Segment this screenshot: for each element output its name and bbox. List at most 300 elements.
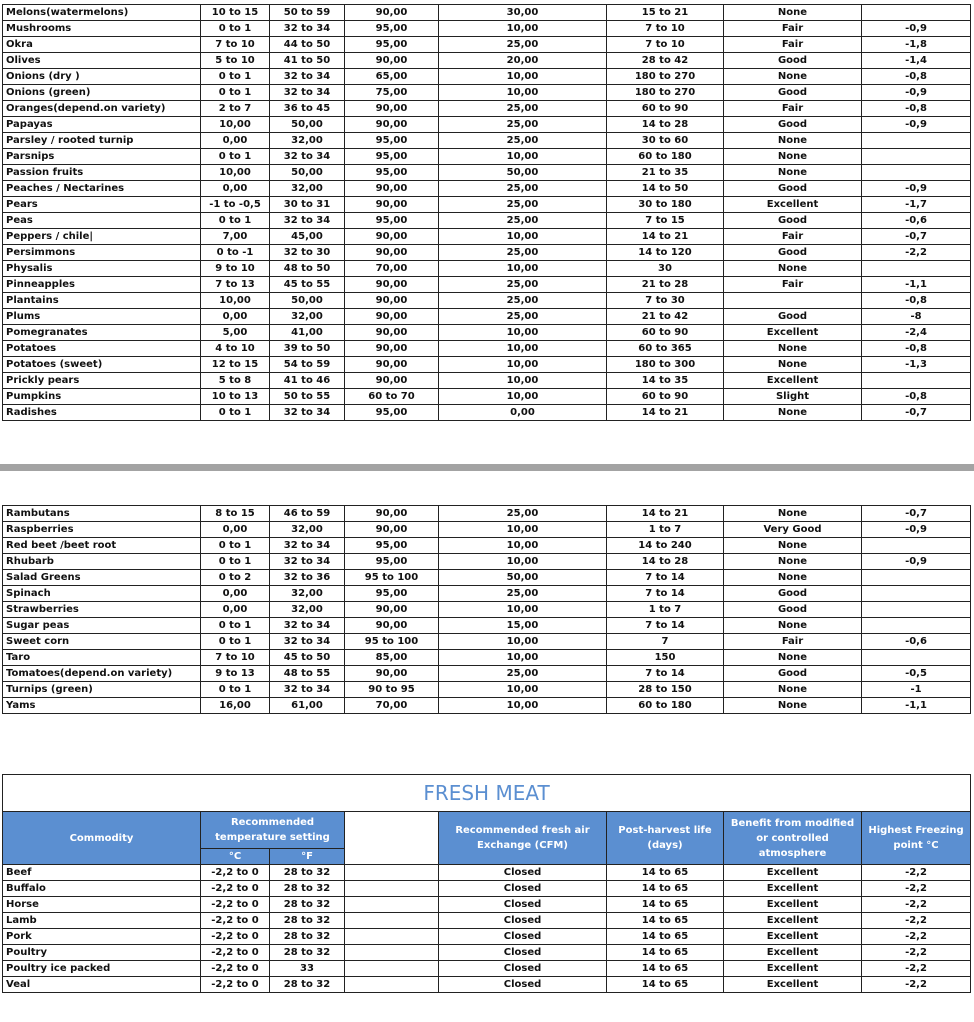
value-cell: 5,00 — [201, 325, 270, 341]
value-cell: 0 to -1 — [201, 245, 270, 261]
table-row — [3, 405, 971, 421]
table-row — [3, 634, 971, 650]
table-row — [3, 881, 971, 897]
table-row — [3, 261, 971, 277]
value-cell: Excellent — [724, 929, 862, 945]
value-cell: 25,00 — [439, 666, 607, 682]
value-cell: 7 to 10 — [607, 37, 724, 53]
value-cell: None — [724, 538, 862, 554]
value-cell — [862, 373, 971, 389]
value-cell: Excellent — [724, 865, 862, 881]
value-cell — [862, 538, 971, 554]
value-cell: None — [724, 554, 862, 570]
commodity-cell: Plums — [3, 309, 201, 325]
value-cell: 45 to 55 — [270, 277, 345, 293]
commodity-cell: Parsley / rooted turnip — [3, 133, 201, 149]
value-cell: 14 to 28 — [607, 117, 724, 133]
value-cell: -0,9 — [862, 117, 971, 133]
value-cell: 14 to 65 — [607, 897, 724, 913]
value-cell: 0 to 1 — [201, 213, 270, 229]
value-cell: 28 to 150 — [607, 682, 724, 698]
commodity-cell: Red beet /beet root — [3, 538, 201, 554]
value-cell: 14 to 65 — [607, 865, 724, 881]
value-cell: 95,00 — [345, 586, 439, 602]
value-cell: 10,00 — [439, 85, 607, 101]
value-cell: 95,00 — [345, 37, 439, 53]
value-cell: 50,00 — [439, 165, 607, 181]
commodity-cell: Poultry ice packed — [3, 961, 201, 977]
value-cell: 8 to 15 — [201, 506, 270, 522]
value-cell: 70,00 — [345, 698, 439, 714]
value-cell: 10,00 — [439, 634, 607, 650]
value-cell: 10,00 — [439, 682, 607, 698]
value-cell: 7 to 14 — [607, 666, 724, 682]
value-cell: 12 to 15 — [201, 357, 270, 373]
value-cell: Good — [724, 309, 862, 325]
value-cell: Good — [724, 53, 862, 69]
table-row — [3, 897, 971, 913]
value-cell: 90,00 — [345, 293, 439, 309]
table-row — [3, 213, 971, 229]
value-cell: 0 to 1 — [201, 21, 270, 37]
value-cell: 90,00 — [345, 666, 439, 682]
commodity-cell: Mushrooms — [3, 21, 201, 37]
value-cell: -2,2 — [862, 977, 971, 993]
value-cell: -0,8 — [862, 101, 971, 117]
commodity-cell: Parsnips — [3, 149, 201, 165]
value-cell: 95 to 100 — [345, 634, 439, 650]
table-row — [3, 309, 971, 325]
value-cell: -2,2 — [862, 897, 971, 913]
value-cell: 60 to 90 — [607, 389, 724, 405]
value-cell: -1,8 — [862, 37, 971, 53]
value-cell: 25,00 — [439, 197, 607, 213]
value-cell: 90,00 — [345, 522, 439, 538]
commodity-cell: Tomatoes(depend.on variety) — [3, 666, 201, 682]
value-cell: 10,00 — [439, 554, 607, 570]
value-cell: -2,2 — [862, 929, 971, 945]
value-cell: Excellent — [724, 897, 862, 913]
value-cell: 10,00 — [439, 698, 607, 714]
value-cell: 0 to 1 — [201, 682, 270, 698]
table-row — [3, 506, 971, 522]
value-cell: 60 to 180 — [607, 149, 724, 165]
value-cell: 32 to 34 — [270, 69, 345, 85]
value-cell: 95,00 — [345, 133, 439, 149]
table-row — [3, 149, 971, 165]
value-cell: 9 to 10 — [201, 261, 270, 277]
value-cell: 21 to 35 — [607, 165, 724, 181]
value-cell: 90,00 — [345, 101, 439, 117]
header-celsius: °C — [201, 849, 270, 865]
table-row — [3, 586, 971, 602]
value-cell: 10,00 — [439, 149, 607, 165]
value-cell: None — [724, 357, 862, 373]
value-cell: Excellent — [724, 373, 862, 389]
commodity-cell: Buffalo — [3, 881, 201, 897]
value-cell: 10,00 — [439, 341, 607, 357]
value-cell: 10,00 — [439, 389, 607, 405]
value-cell: 0,00 — [201, 309, 270, 325]
value-cell: 14 to 28 — [607, 554, 724, 570]
value-cell: 50,00 — [270, 293, 345, 309]
value-cell: 45,00 — [270, 229, 345, 245]
value-cell: 0,00 — [201, 181, 270, 197]
commodity-cell: Onions (green) — [3, 85, 201, 101]
value-cell: Closed — [439, 865, 607, 881]
value-cell: 60 to 70 — [345, 389, 439, 405]
table-row — [3, 357, 971, 373]
value-cell: 10,00 — [439, 602, 607, 618]
value-cell: -2,2 — [862, 881, 971, 897]
value-cell: -1,1 — [862, 277, 971, 293]
value-cell: 32 to 34 — [270, 682, 345, 698]
produce-table-part2 — [2, 505, 970, 714]
value-cell: -0,7 — [862, 506, 971, 522]
value-cell: 90,00 — [345, 373, 439, 389]
header-freezing-point: Highest Freezing point °C — [862, 812, 971, 865]
commodity-cell: Persimmons — [3, 245, 201, 261]
value-cell: 9 to 13 — [201, 666, 270, 682]
value-cell: None — [724, 69, 862, 85]
commodity-cell: Raspberries — [3, 522, 201, 538]
value-cell: 10,00 — [439, 229, 607, 245]
value-cell: None — [724, 682, 862, 698]
table-row — [3, 554, 971, 570]
value-cell: 0 to 1 — [201, 538, 270, 554]
value-cell: 1 to 7 — [607, 602, 724, 618]
value-cell: 39 to 50 — [270, 341, 345, 357]
value-cell: 32 to 34 — [270, 538, 345, 554]
table-row — [3, 650, 971, 666]
value-cell: 180 to 270 — [607, 85, 724, 101]
value-cell: 95,00 — [345, 21, 439, 37]
value-cell: 70,00 — [345, 261, 439, 277]
value-cell: 0,00 — [201, 586, 270, 602]
commodity-cell: Papayas — [3, 117, 201, 133]
table-row — [3, 961, 971, 977]
value-cell: Fair — [724, 229, 862, 245]
value-cell: 60 to 180 — [607, 698, 724, 714]
commodity-cell: Peppers / chile| — [3, 229, 201, 245]
table-row — [3, 245, 971, 261]
value-cell: 10,00 — [439, 650, 607, 666]
value-cell — [345, 945, 439, 961]
value-cell — [345, 865, 439, 881]
value-cell: 15 to 21 — [607, 5, 724, 21]
value-cell: 41 to 50 — [270, 53, 345, 69]
value-cell: 10,00 — [201, 117, 270, 133]
value-cell: Fair — [724, 37, 862, 53]
value-cell: Closed — [439, 881, 607, 897]
value-cell: 90,00 — [345, 245, 439, 261]
value-cell: Excellent — [724, 913, 862, 929]
value-cell: 14 to 35 — [607, 373, 724, 389]
value-cell: 41,00 — [270, 325, 345, 341]
value-cell: Good — [724, 117, 862, 133]
value-cell: 7 — [607, 634, 724, 650]
value-cell: 90,00 — [345, 229, 439, 245]
value-cell: 10,00 — [439, 325, 607, 341]
value-cell: 90,00 — [345, 181, 439, 197]
value-cell: 14 to 65 — [607, 961, 724, 977]
value-cell: -0,9 — [862, 181, 971, 197]
value-cell: -0,8 — [862, 69, 971, 85]
value-cell: 48 to 55 — [270, 666, 345, 682]
value-cell: 4 to 10 — [201, 341, 270, 357]
value-cell: Excellent — [724, 197, 862, 213]
value-cell: None — [724, 149, 862, 165]
value-cell: 5 to 10 — [201, 53, 270, 69]
commodity-cell: Rambutans — [3, 506, 201, 522]
value-cell: Closed — [439, 913, 607, 929]
table-row — [3, 53, 971, 69]
table-row — [3, 570, 971, 586]
value-cell: 32,00 — [270, 181, 345, 197]
value-cell: 14 to 65 — [607, 913, 724, 929]
table-row — [3, 117, 971, 133]
value-cell: Good — [724, 181, 862, 197]
value-cell: 50 to 59 — [270, 5, 345, 21]
value-cell: 25,00 — [439, 37, 607, 53]
commodity-cell: Horse — [3, 897, 201, 913]
value-cell: 14 to 21 — [607, 229, 724, 245]
value-cell: Good — [724, 602, 862, 618]
value-cell: 0 to 1 — [201, 69, 270, 85]
value-cell: 14 to 50 — [607, 181, 724, 197]
value-cell: 44 to 50 — [270, 37, 345, 53]
value-cell: Slight — [724, 389, 862, 405]
commodity-cell: Peas — [3, 213, 201, 229]
commodity-cell: Olives — [3, 53, 201, 69]
value-cell: Closed — [439, 977, 607, 993]
value-cell: 25,00 — [439, 101, 607, 117]
commodity-cell: Okra — [3, 37, 201, 53]
value-cell: -2,2 to 0 — [201, 897, 270, 913]
value-cell: 50,00 — [270, 165, 345, 181]
value-cell: -2,2 to 0 — [201, 945, 270, 961]
table-row — [3, 325, 971, 341]
commodity-cell: Potatoes (sweet) — [3, 357, 201, 373]
value-cell: Good — [724, 213, 862, 229]
commodity-cell: Lamb — [3, 913, 201, 929]
table-row — [3, 666, 971, 682]
table-row — [3, 977, 971, 993]
value-cell: 50,00 — [270, 117, 345, 133]
value-cell: 7 to 13 — [201, 277, 270, 293]
header-fresh-air: Recommended fresh air Exchange (CFM) — [439, 812, 607, 865]
value-cell: -0,9 — [862, 21, 971, 37]
value-cell: 0 to 1 — [201, 618, 270, 634]
value-cell: 28 to 32 — [270, 977, 345, 993]
value-cell: 10,00 — [439, 357, 607, 373]
value-cell: 90,00 — [345, 277, 439, 293]
header-commodity: Commodity — [3, 812, 201, 865]
header-blank — [345, 812, 439, 865]
value-cell: -0,5 — [862, 666, 971, 682]
commodity-cell: Veal — [3, 977, 201, 993]
value-cell: 90,00 — [345, 325, 439, 341]
value-cell: 32 to 34 — [270, 634, 345, 650]
value-cell — [862, 570, 971, 586]
value-cell: 95,00 — [345, 405, 439, 421]
value-cell: -0,7 — [862, 229, 971, 245]
value-cell: -8 — [862, 309, 971, 325]
table-row — [3, 37, 971, 53]
commodity-cell: Potatoes — [3, 341, 201, 357]
value-cell: Fair — [724, 101, 862, 117]
commodity-cell: Rhubarb — [3, 554, 201, 570]
value-cell: -1,4 — [862, 53, 971, 69]
value-cell: -1,1 — [862, 698, 971, 714]
value-cell: 32 to 34 — [270, 149, 345, 165]
table-row — [3, 945, 971, 961]
value-cell: Excellent — [724, 881, 862, 897]
value-cell: Closed — [439, 929, 607, 945]
value-cell: 32,00 — [270, 309, 345, 325]
value-cell: 10,00 — [201, 293, 270, 309]
value-cell: Very Good — [724, 522, 862, 538]
value-cell: -2,2 — [862, 945, 971, 961]
value-cell: 14 to 65 — [607, 945, 724, 961]
value-cell: 16,00 — [201, 698, 270, 714]
value-cell: 95,00 — [345, 149, 439, 165]
table-row — [3, 389, 971, 405]
value-cell: 32 to 34 — [270, 618, 345, 634]
commodity-cell: Sugar peas — [3, 618, 201, 634]
value-cell: -1,3 — [862, 357, 971, 373]
value-cell: 7 to 30 — [607, 293, 724, 309]
value-cell: 25,00 — [439, 277, 607, 293]
value-cell: 28 to 32 — [270, 929, 345, 945]
commodity-cell: Pomegranates — [3, 325, 201, 341]
value-cell: None — [724, 133, 862, 149]
value-cell: 50,00 — [439, 570, 607, 586]
value-cell: 14 to 120 — [607, 245, 724, 261]
value-cell: None — [724, 165, 862, 181]
value-cell: 0,00 — [201, 602, 270, 618]
value-cell: 28 to 32 — [270, 913, 345, 929]
value-cell: -0,8 — [862, 293, 971, 309]
value-cell: -2,2 to 0 — [201, 929, 270, 945]
value-cell: -2,2 to 0 — [201, 913, 270, 929]
table-row — [3, 181, 971, 197]
value-cell: 30 to 180 — [607, 197, 724, 213]
value-cell: 90,00 — [345, 53, 439, 69]
value-cell: -0,6 — [862, 634, 971, 650]
header-benefit: Benefit from modified or controlled atmosphere — [724, 812, 862, 865]
value-cell: 90 to 95 — [345, 682, 439, 698]
value-cell: 90,00 — [345, 506, 439, 522]
value-cell: 90,00 — [345, 618, 439, 634]
value-cell: 60 to 365 — [607, 341, 724, 357]
commodity-cell: Strawberries — [3, 602, 201, 618]
value-cell: None — [724, 650, 862, 666]
value-cell: 14 to 65 — [607, 929, 724, 945]
value-cell: 10,00 — [201, 165, 270, 181]
header-temperature: Recommended temperature setting — [201, 812, 345, 849]
value-cell: 0 to 1 — [201, 85, 270, 101]
value-cell: 32 to 34 — [270, 21, 345, 37]
value-cell: 0 to 1 — [201, 634, 270, 650]
value-cell: 150 — [607, 650, 724, 666]
table-row — [3, 865, 971, 881]
value-cell: 7 to 14 — [607, 586, 724, 602]
commodity-cell: Sweet corn — [3, 634, 201, 650]
value-cell: 25,00 — [439, 133, 607, 149]
value-cell: 0 to 1 — [201, 554, 270, 570]
table-row — [3, 618, 971, 634]
value-cell: 7 to 10 — [201, 650, 270, 666]
value-cell: Fair — [724, 21, 862, 37]
commodity-cell: Physalis — [3, 261, 201, 277]
value-cell: 45 to 50 — [270, 650, 345, 666]
value-cell: 95,00 — [345, 213, 439, 229]
value-cell: 60 to 90 — [607, 101, 724, 117]
commodity-cell: Prickly pears — [3, 373, 201, 389]
value-cell: 14 to 65 — [607, 977, 724, 993]
value-cell: 21 to 28 — [607, 277, 724, 293]
header-fahrenheit: °F — [270, 849, 345, 865]
value-cell: 32 to 30 — [270, 245, 345, 261]
value-cell: 32,00 — [270, 133, 345, 149]
value-cell: 90,00 — [345, 602, 439, 618]
value-cell: 25,00 — [439, 293, 607, 309]
value-cell: None — [724, 618, 862, 634]
value-cell — [862, 602, 971, 618]
value-cell: 28 to 32 — [270, 945, 345, 961]
commodity-cell: Pinneapples — [3, 277, 201, 293]
value-cell: Fair — [724, 277, 862, 293]
value-cell: 90,00 — [345, 117, 439, 133]
value-cell: 25,00 — [439, 245, 607, 261]
table-row — [3, 165, 971, 181]
value-cell: 10,00 — [439, 522, 607, 538]
value-cell: 90,00 — [345, 5, 439, 21]
value-cell: 32,00 — [270, 602, 345, 618]
value-cell: 32 to 34 — [270, 213, 345, 229]
value-cell: Closed — [439, 945, 607, 961]
value-cell: 2 to 7 — [201, 101, 270, 117]
value-cell: 20,00 — [439, 53, 607, 69]
value-cell: -2,2 — [862, 865, 971, 881]
value-cell: 25,00 — [439, 181, 607, 197]
value-cell: None — [724, 405, 862, 421]
value-cell: 7 to 10 — [607, 21, 724, 37]
commodity-cell: Passion fruits — [3, 165, 201, 181]
value-cell — [862, 5, 971, 21]
value-cell — [345, 929, 439, 945]
value-cell: 25,00 — [439, 309, 607, 325]
value-cell: -0,9 — [862, 554, 971, 570]
commodity-cell: Oranges(depend.on variety) — [3, 101, 201, 117]
commodity-cell: Peaches / Nectarines — [3, 181, 201, 197]
value-cell — [862, 133, 971, 149]
value-cell: -2,2 to 0 — [201, 961, 270, 977]
value-cell: 10 to 15 — [201, 5, 270, 21]
commodity-cell: Pork — [3, 929, 201, 945]
value-cell: -0,9 — [862, 522, 971, 538]
table-row — [3, 698, 971, 714]
value-cell: 30,00 — [439, 5, 607, 21]
commodity-cell: Plantains — [3, 293, 201, 309]
table-row — [3, 133, 971, 149]
value-cell: 7,00 — [201, 229, 270, 245]
value-cell: 5 to 8 — [201, 373, 270, 389]
value-cell: 36 to 45 — [270, 101, 345, 117]
value-cell — [862, 261, 971, 277]
value-cell: 10,00 — [439, 373, 607, 389]
